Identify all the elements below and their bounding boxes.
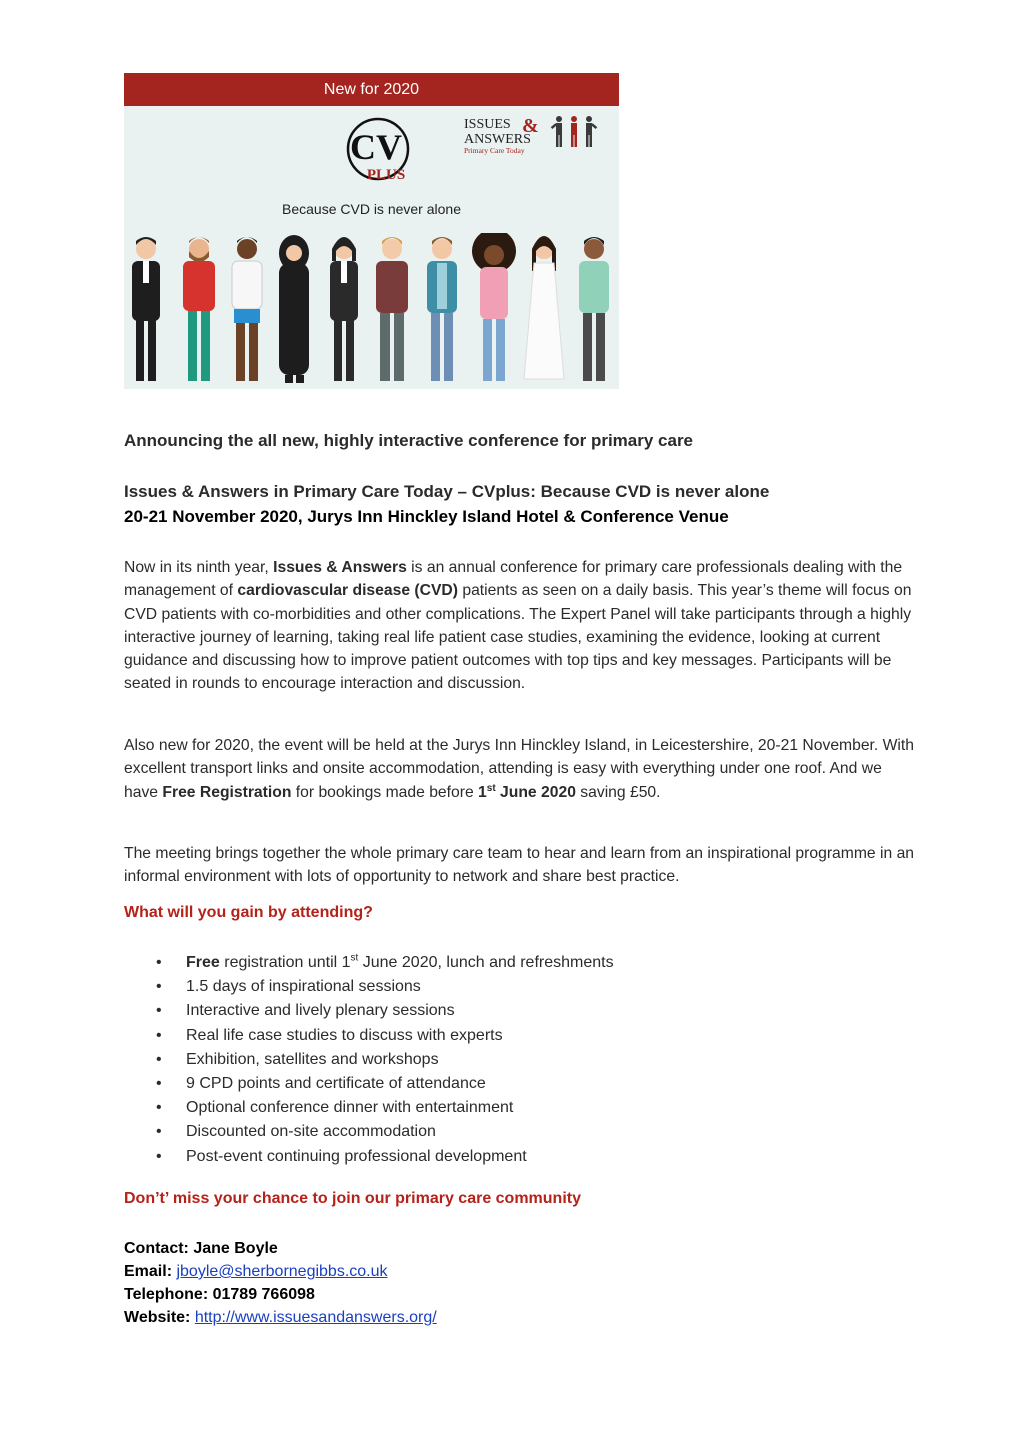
contact-email-line: Email: jboyle@sherbornegibbs.co.uk [124,1263,388,1280]
list-item: • Interactive and lively plenary sessions [124,999,614,1023]
bullet-icon: • [156,1099,162,1117]
person-5 [330,237,358,381]
contact-block [124,1237,437,1329]
list-item: • Free registration until 1st June 2020, lunch and refreshments [124,951,614,975]
banner-tagline: Because CVD is never alone [282,201,461,217]
list-item: • Exhibition, satellites and workshops [124,1048,614,1072]
people-icon [551,116,597,147]
bullet-icon: • [156,1002,162,1020]
bullet-icon: • [156,1123,162,1141]
person-9 [524,236,564,379]
contact-website-line: Website: http://www.issuesandanswers.org/ [124,1309,437,1326]
benefits-list [124,951,614,1169]
list-item: • Discounted on-site accommodation [124,1120,614,1144]
email-link[interactable]: jboyle@sherbornegibbs.co.uk [176,1263,388,1280]
ia-logo-line1: ISSUES [464,117,511,132]
person-7 [427,237,457,381]
bullet-icon: • [156,1026,162,1044]
people-illustration [124,233,619,389]
plus-logo-text: PLUS [366,167,406,183]
person-1 [132,237,160,381]
conference-title: Issues & Answers in Primary Care Today – CVplus: Because CVD is never alone [124,482,770,501]
bullet-icon: • [156,1147,162,1165]
banner-title-bar: New for 2020 [124,73,619,106]
cvplus-logo [336,115,436,185]
person-8 [472,233,516,381]
bullet-icon: • [156,978,162,996]
list-item: • 1.5 days of inspirational sessions [124,975,614,999]
announcement-heading: Announcing the all new, highly interactive conference for primary care [124,431,694,450]
bullet-icon: • [156,1050,162,1068]
person-3 [232,237,262,381]
contact-name-line: Contact: Jane Boyle [124,1240,278,1257]
bullet-icon: • [156,954,162,971]
list-item: • 9 CPD points and certificate of attendance [124,1072,614,1096]
bullet-icon: • [156,1074,162,1092]
meeting-paragraph: The meeting brings together the whole primary care team to hear and learn from an inspirational programme in an informal environment with lots of opportunity to network and share best practice. [124,845,915,886]
website-link[interactable]: http://www.issuesandanswers.org/ [194,1309,437,1326]
person-4 [279,235,309,383]
ia-logo-amp: & [522,115,539,137]
list-item: • Post-event continuing professional development [124,1145,614,1169]
issues-answers-logo [464,113,614,161]
miss-heading: Don’t’ miss your chance to join our primary care community [124,1190,581,1207]
conference-date-venue: 20-21 November 2020, Jurys Inn Hinckley Island Hotel & Conference Venue [124,507,729,526]
venue-paragraph: Also new for 2020, the event will be held at the Jurys Inn Hinckley Island, in Leicestershire, 20-21 November. With excellent transport links and onsite accommodation, attending is easy with everything under one roof. And we have Free Registration for bookings made before 1st June 2020 saving £50. [124,737,915,801]
contact-phone-line: Telephone: 01789 766098 [124,1286,315,1303]
ia-logo-line2: ANSWERS [464,132,531,147]
ia-logo-line3: Primary Care Today [464,146,525,155]
person-6 [376,237,408,381]
intro-paragraph: Now in its ninth year, Issues & Answers is an annual conference for primary care professionals dealing with the management of cardiovascular disease (CVD) patients as seen on a daily basis. This year’s theme will focus on CVD patients with co-morbidities and other complications. The Expert Panel will take participants through a highly interactive journey of learning, taking real life patient case studies, examining the evidence, looking at current guidance and discussing how to improve patient outcomes with top tips and key messages. Participants will be seated in rounds to encourage interaction and discussion. [124,559,912,693]
person-10 [579,237,609,381]
cv-logo-text: CV [350,127,402,167]
banner-image [124,73,619,389]
list-item: • Optional conference dinner with entertainment [124,1096,614,1120]
list-item: • Real life case studies to discuss with experts [124,1024,614,1048]
gain-heading: What will you gain by attending? [124,904,373,921]
person-2 [183,237,215,381]
